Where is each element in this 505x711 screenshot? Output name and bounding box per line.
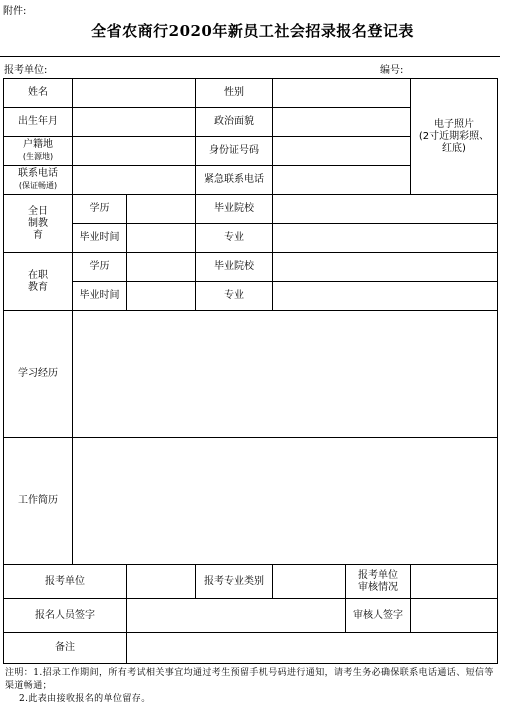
photo-box[interactable] [411,79,497,194]
hukou-field[interactable] [73,137,195,165]
gender-label: 性别 [224,87,244,98]
apply-unit-field[interactable] [127,565,195,598]
political-status-field[interactable] [273,108,410,136]
birth-field[interactable] [73,108,195,136]
number-label: 编号: [380,65,404,76]
gender-field[interactable] [273,79,410,107]
id-number-label: 身份证号码 [209,145,259,156]
header-rule [0,56,500,57]
emergency-phone-field[interactable] [273,166,410,194]
fulltime-major-field[interactable] [273,224,497,252]
unit-review-field[interactable] [411,565,497,598]
inservice-major-field[interactable] [273,282,497,310]
photo-hint: (2寸近期彩照、红底) [418,130,490,154]
phone-field[interactable] [73,166,195,194]
inservice-degree-label: 学历 [89,261,110,272]
hukou-label-sub: (生源地) [22,152,54,161]
apply-unit-label: 报考单位 [45,575,85,587]
fulltime-degree-field[interactable] [127,195,195,223]
phone-label-sub: (保证畅通) [18,181,58,190]
inservice-school-label: 毕业院校 [214,261,254,272]
hukou-label [4,137,72,165]
remarks-field[interactable] [127,633,497,663]
inservice-gradtime-field[interactable] [127,282,195,310]
political-status-label: 政治面貌 [214,116,254,127]
inservice-major-label: 专业 [224,290,244,301]
inservice-degree-field[interactable] [127,253,195,281]
fulltime-degree-label: 学历 [89,203,110,214]
hukou-label-text: 户籍地 [23,139,53,150]
phone-label [4,166,72,194]
apply-major-type-field[interactable] [273,565,345,598]
photo-label: 电子照片 [434,118,474,130]
note-line-2: 2.此表由接收报名的单位留存。 [19,694,151,704]
study-history-field[interactable] [73,311,497,437]
id-number-field[interactable] [273,137,410,165]
attachment-label: 附件: [3,6,27,17]
birth-label: 出生年月 [18,116,58,127]
work-history-label: 工作简历 [18,495,58,506]
fulltime-school-field[interactable] [273,195,497,223]
apply-unit-header-label: 报考单位: [4,65,48,76]
notes [5,667,500,706]
form-title: 全省农商行2020年新员工社会招录报名登记表 [91,22,414,40]
name-field[interactable] [73,79,195,107]
fulltime-gradtime-field[interactable] [127,224,195,252]
remarks-label: 备注 [55,642,75,653]
study-history-label: 学习经历 [18,368,58,379]
inservice-school-field[interactable] [273,253,497,281]
unit-review-label: 报考单位审核情况 [358,569,398,593]
inservice-education-label: 在职教育 [28,269,48,293]
fulltime-school-label: 毕业院校 [214,203,254,214]
fulltime-gradtime-label: 毕业时间 [79,232,120,243]
phone-label-text: 联系电话 [18,168,58,179]
applicant-signature-field[interactable] [127,599,345,632]
apply-major-type-label: 报考专业类别 [204,575,264,587]
inservice-gradtime-label: 毕业时间 [79,290,120,301]
fulltime-education-label: 全日制教育 [28,205,48,241]
reviewer-signature-label: 审核人签字 [353,609,403,621]
reviewer-signature-field[interactable] [411,599,497,632]
applicant-signature-label: 报名人员签字 [35,609,95,621]
fulltime-major-label: 专业 [224,232,244,243]
name-label: 姓名 [28,87,48,98]
emergency-phone-label: 紧急联系电话 [204,174,264,185]
work-history-field[interactable] [73,438,497,564]
note-line-1: 注明：1.招录工作期间，所有考试相关事宜均通过考生预留手机号码进行通知，请考生务必确保联系电话通话、短信等渠道畅通； [5,668,494,691]
